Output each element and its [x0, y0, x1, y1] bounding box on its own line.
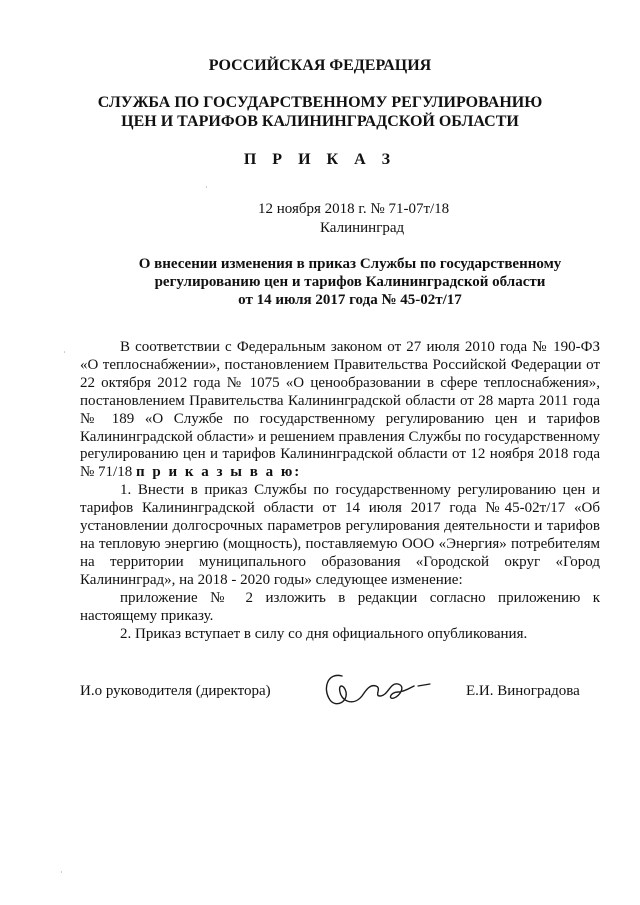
handwritten-signature — [318, 662, 433, 720]
scan-speck: · — [63, 348, 66, 357]
date-number: 12 ноября 2018 г. № 71-07т/18 — [258, 201, 450, 217]
scan-speck: · — [60, 868, 63, 877]
document-body — [80, 339, 600, 643]
title-line3: от 14 июля 2017 года № 45-02т/17 — [238, 292, 462, 308]
item1-sub-paragraph: приложение № 2 изложить в редакции согласно приложению к настоящему приказу. — [80, 589, 600, 624]
city: Калининград — [320, 220, 405, 236]
agency-heading-line2: ЦЕН И ТАРИФОВ КАЛИНИНГРАДСКОЙ ОБЛАСТИ — [121, 113, 519, 130]
country-heading: РОССИЙСКАЯ ФЕДЕРАЦИЯ — [208, 57, 432, 74]
title-line2: регулированию цен и тарифов Калининградской области — [154, 274, 546, 290]
signatory-position: И.о руководителя (директора) — [80, 683, 271, 699]
preamble-paragraph — [80, 339, 600, 482]
item2-paragraph: 2. Приказ вступает в силу со дня официального опубликования. — [120, 625, 528, 642]
agency-heading — [0, 93, 640, 131]
agency-heading-line1: СЛУЖБА ПО ГОСУДАРСТВЕННОМУ РЕГУЛИРОВАНИЮ — [97, 94, 543, 111]
item1-paragraph: 1. Внести в приказ Службы по государственному регулированию цен и тарифов Калининградской области от 14 июля 2017 года №45-02т/17 «Об установлении долгосрочных параметров регулирования деятельности и тарифов на тепловую энергию (мощность), поставляемую ООО «Энергия» потребителям на территории муниципального образования «Городской округ «Город Калининград», на 2018 - 2020 годы» следующее изменение: — [80, 482, 600, 588]
orders-word: п р и к а з ы в а ю: — [135, 464, 302, 481]
preamble-text: В соответствии с Федеральным законом от 27 июля 2010 года № 190-ФЗ «О теплоснабжении», постановлением Правительства Российской Федерации от 22 октября 2012 года № 1075 «О ценообразовании в сфере теплоснабжения», постановлением Правительства Калининградской области от 28 марта 2011 года № 189 «О Службе по государственному регулированию цен и тарифов Калининградской области» и решением правления Службы по государственному регулированию цен и тарифов Калининградской области от 12 ноября 2018 года № 71/18 — [80, 339, 600, 481]
doc-type-heading: П Р И К А З — [243, 151, 397, 168]
scan-speck: · — [205, 183, 208, 192]
signatory-name: Е.И. Виноградова — [466, 683, 580, 699]
document-title — [120, 255, 580, 309]
title-line1: О внесении изменения в приказ Службы по государственному — [138, 256, 562, 272]
